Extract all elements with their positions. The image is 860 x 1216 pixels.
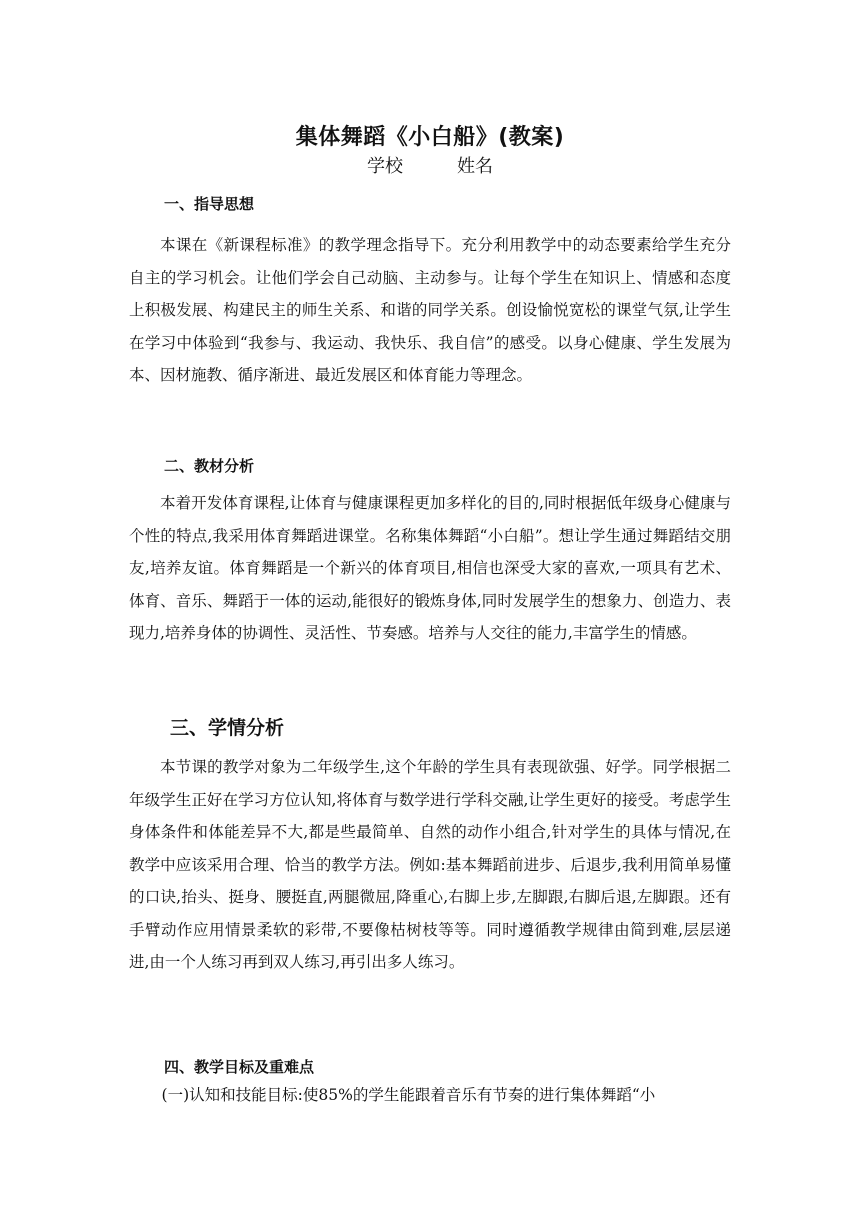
section-text-learner-analysis: 本节课的教学对象为二年级学生,这个年龄的学生具有表现欲强、好学。同学根据二年级学生正好在学习方位认知,将体育与数学进行学科交融,让学生更好的接受。考虑学生身体条件和体能差异不大,都是些最简单、自然的动作小组合,针对学生的具体与情况,在教学中应该采用合理、恰当的教学方法。例如:基本舞蹈前进步、后退步,我利用简单易懂的口诀,抬头、挺身、腰挺直,两腿微屈,降重心,右脚上步,左脚跟,右脚后退,左脚跟。还有手臂动作应用情景柔软的彩带,不要像枯树枝等等。同时遵循教学规律由简到难,层层递进,由一个人练习再到双人练习,再引出多人练习。: [129, 758, 731, 971]
section-heading-guiding-ideology: 一、指导思想: [164, 195, 255, 213]
section-heading-material-analysis: 二、教材分析: [164, 457, 255, 475]
school-label: 学校: [367, 156, 403, 177]
section-text-guiding-ideology: 本课在《新课程标准》的教学理念指导下。充分利用教学中的动态要素给学生充分自主的学习机会。让他们学会自己动脑、主动参与。让每个学生在知识上、情感和态度上积极发展、构建民主的师生关系、和谐的同学关系。创设愉悦宽松的课堂气氛,让学生在学习中体验到“我参与、我运动、我快乐、我自信”的感受。以身心健康、学生发展为本、因材施教、循序渐进、最近发展区和体育能力等理念。: [129, 236, 731, 384]
section-text-material-analysis: 本着开发体育课程,让体育与健康课程更加多样化的目的,同时根据低年级身心健康与个性的特点,我采用体育舞蹈进课堂。名称集体舞蹈“小白船”。想让学生通过舞蹈结交朋友,培养友谊。体育舞蹈是一个新兴的体育项目,相信也深受大家的喜欢,一项具有艺术、体育、音乐、舞蹈于一体的运动,能很好的锻炼身体,同时发展学生的想象力、创造力、表现力,培养身体的协调性、灵活性、节奏感。培养与人交往的能力,丰富学生的情感。: [129, 494, 731, 642]
section-text-teaching-goals: (一)认知和技能目标:使85%的学生能跟着音乐有节奏的进行集体舞蹈“小: [161, 1086, 656, 1104]
name-label: 姓名: [457, 156, 493, 177]
document-title: 集体舞蹈《小白船》(教案): [295, 125, 565, 150]
document-subtitle: [0, 154, 860, 180]
section-heading-teaching-goals: 四、教学目标及重难点: [164, 1058, 315, 1076]
section-heading-learner-analysis: 三、学情分析: [170, 717, 285, 739]
